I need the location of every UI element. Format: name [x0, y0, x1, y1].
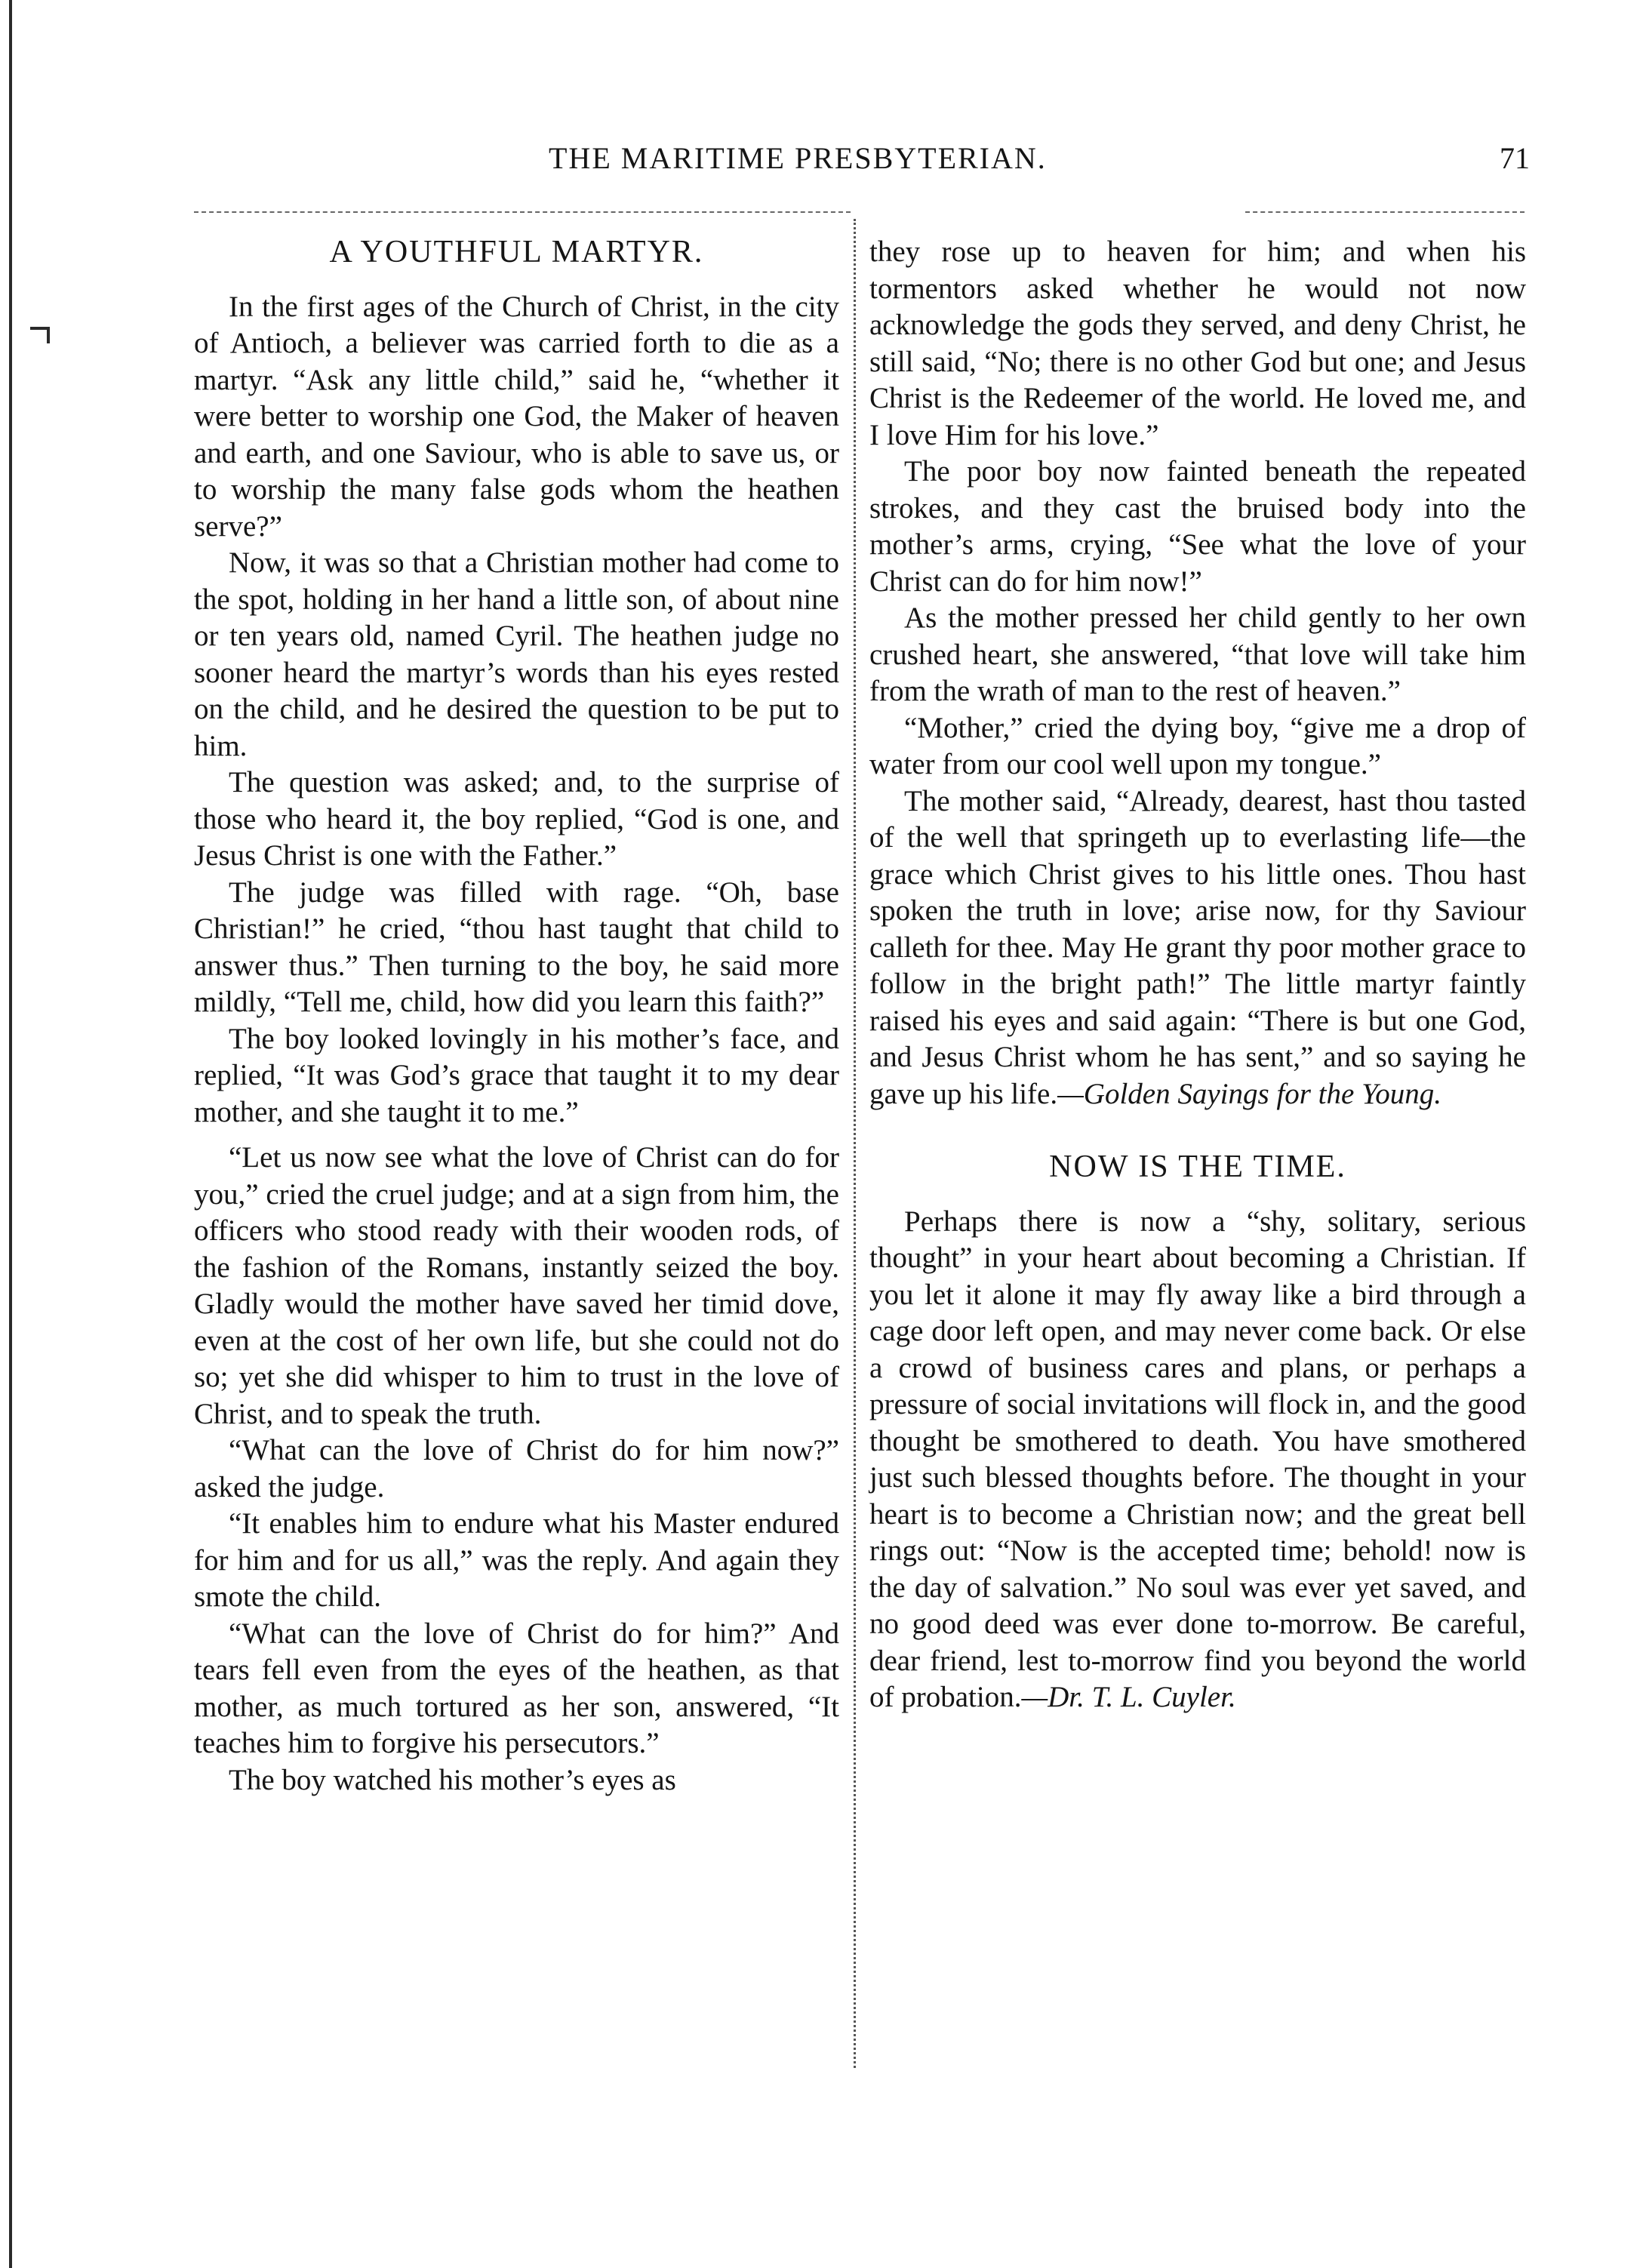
header-rule-right — [1245, 211, 1525, 213]
article-paragraph-text: The mother said, “Already, dearest, hast thou tasted of the well that springeth up to everlasting life—the grace which Christ gives to his little ones. Thou hast spoken the truth in love; arise now, for thy Saviour calleth for thee. May He grant thy poor mother grace to follow in the bright path!” The little martyr faintly raised his eyes and said again: “There is but one God, and Jesus Christ whom he has sent,” and so saying he gave up his life. — [869, 784, 1526, 1110]
article-paragraph: “It enables him to endure what his Master endured for him and for us all,” was the reply. And again they smote the child. — [194, 1507, 839, 1613]
article-paragraph-continued: they rose up to heaven for him; and when his tormentors asked whether he would not now acknowledge the gods they served, and deny Christ, he still said, “No; there is no other God but one; and Jesus Christ is the Redeemer of the world. He loved me, and I love Him for his love.” — [869, 235, 1526, 451]
column-divider — [854, 219, 857, 2068]
article-title-youthful-martyr: A YOUTHFUL MARTYR. — [329, 235, 704, 269]
article-paragraph: “What can the love of Christ do for him?” And tears fell even from the eyes of the heathen, as that mother, as much tortured as her son, answered, “It teaches him to forgive his persecutors.” — [194, 1617, 839, 1759]
article-paragraph: The boy looked lovingly in his mother’s face, and replied, “It was God’s grace that taught it to my dear mother, and she taught it to me.” — [194, 1022, 839, 1128]
article-paragraph: “Let us now see what the love of Christ can do for you,” cried the cruel judge; and at a sign from him, the officers who stood ready with their wooden rods, of the fashion of the Romans, instantly seized the boy. Gladly would the mother have saved her timid dove, even at the cost of her own life, but she could not do so; yet she did whisper to him to trust in the love of Christ, and to speak the truth. — [194, 1141, 839, 1430]
page-number: 71 — [1500, 141, 1530, 175]
left-column — [194, 234, 839, 1799]
article-title-now-is-the-time: NOW IS THE TIME. — [1049, 1149, 1346, 1184]
article-paragraph — [869, 1204, 1526, 1716]
article-paragraph: The boy watched his mother’s eyes as — [229, 1763, 676, 1796]
article-paragraph: The judge was filled with rage. “Oh, base Christian!” he cried, “thou hast taught that child to answer thus.” Then turning to the boy, he said more mildly, “Tell me, child, how did you learn this faith?” — [194, 876, 839, 1018]
article-paragraph: The question was asked; and, to the surprise of those who heard it, the boy replied, “God is one, and Jesus Christ is one with the Father.” — [194, 766, 839, 872]
article-paragraph: In the first ages of the Church of Christ, in the city of Antioch, a believer was carried forth to die as a martyr. “Ask any little child,” said he, “whether it were better to worship one God, the Maker of heaven and earth, and one Saviour, who is able to save us, or to worship the many false gods whom the heathen serve?” — [194, 290, 839, 543]
article-credit: —Dr. T. L. Cuyler. — [1021, 1681, 1236, 1713]
right-column — [869, 234, 1526, 1716]
article-paragraph: Now, it was so that a Christian mother had come to the spot, holding in her hand a little son, of about nine or ten years old, named Cyril. The heathen judge no sooner heard the martyr’s words than his eyes rested on the child, and he desired the question to be put to him. — [194, 546, 839, 762]
page-header — [194, 140, 1530, 186]
article-paragraph: As the mother pressed her child gently to her own crushed heart, she answered, “that love will take him from the wrath of man to the rest of heaven.” — [869, 602, 1526, 707]
article-paragraph: “What can the love of Christ do for him now?” asked the judge. — [194, 1434, 839, 1503]
article-paragraph-final — [869, 783, 1526, 1113]
article-paragraph: The poor boy now fainted beneath the repeated strokes, and they cast the bruised body into the mother’s arms, crying, “See what the love of your Christ can do for him now!” — [869, 455, 1526, 598]
page-edge-line — [9, 0, 12, 2268]
margin-mark — [30, 327, 50, 343]
header-rule — [194, 211, 851, 213]
article-credit: —Golden Sayings for the Young. — [1057, 1077, 1441, 1110]
section-break — [869, 1112, 1526, 1149]
article-paragraph: “Mother,” cried the dying boy, “give me a drop of water from our cool well upon my tongue.” — [869, 711, 1526, 780]
article-body-text: Perhaps there is now a “shy, solitary, serious thought” in your heart about becoming a Christian. If you let it alone it may fly away like a bird through a cage door left open, and may never come back. Or else a crowd of business cares and plans, or perhaps a pressure of social invitations will flock in, and the good thought be smothered to death. You have smothered just such blessed thoughts before. The thought in your heart is to become a Christian now; and the great bell rings out: “Now is the accepted time; behold! now is the day of salvation.” No soul was ever yet saved, and no good deed was ever done to-morrow. Be careful, dear friend, lest to-morrow find you beyond the world of probation. — [869, 1205, 1526, 1713]
running-title: THE MARITIME PRESBYTERIAN. — [549, 141, 1047, 175]
